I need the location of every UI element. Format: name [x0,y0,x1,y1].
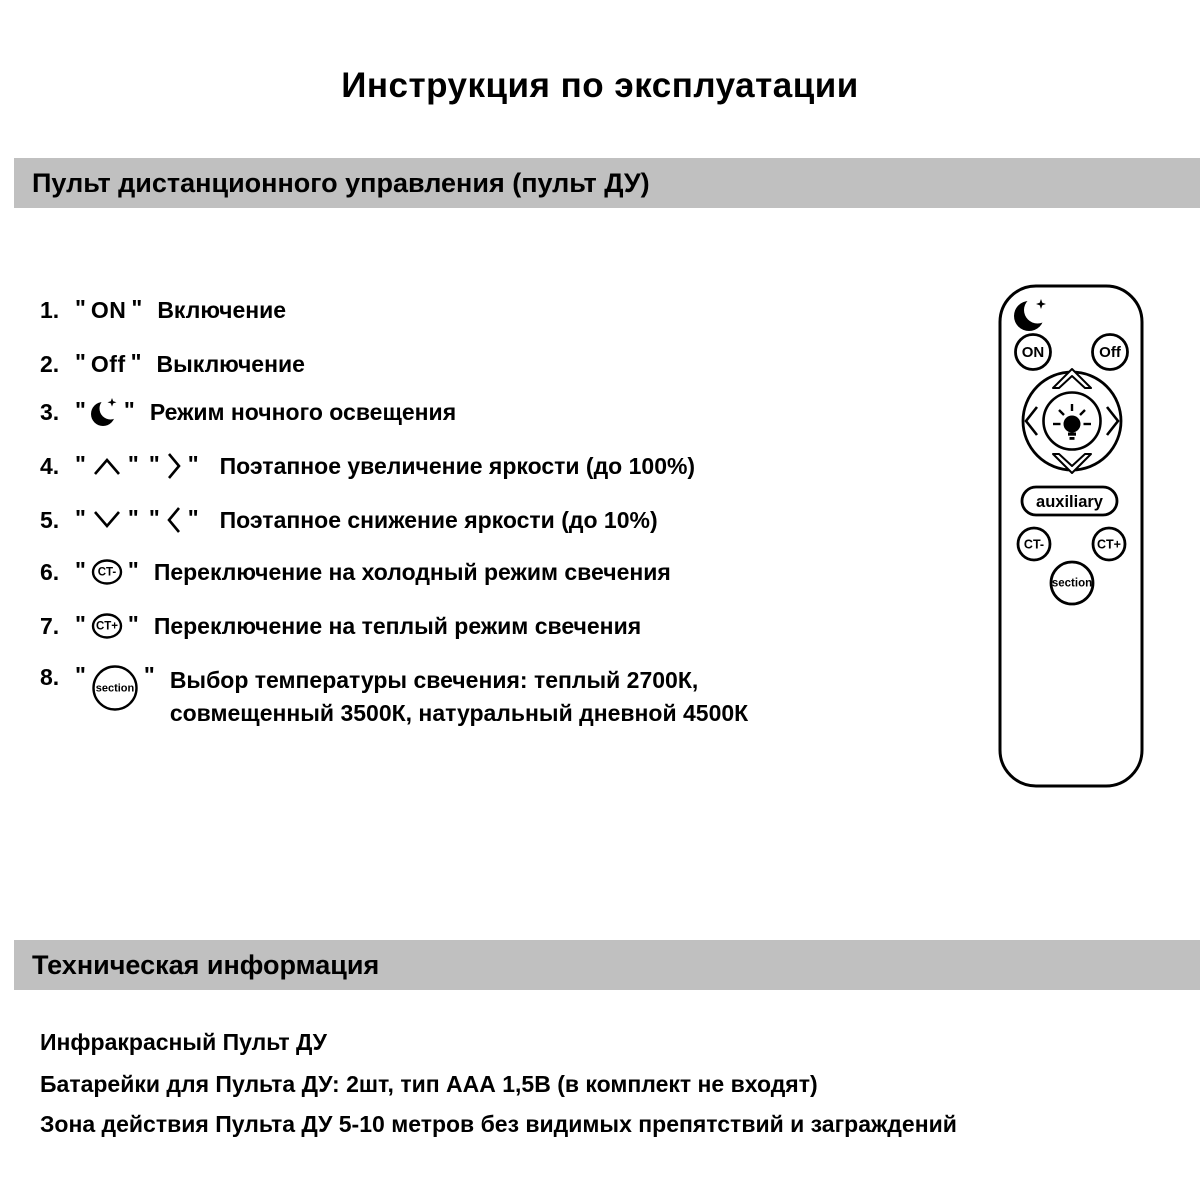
chevron-right-icon [165,450,183,482]
item-description: Режим ночного освещения [149,398,457,425]
item-description: Поэтапное снижение яркости (до 10%) [219,506,658,533]
tech-info-line-3: Зона действия Пульта ДУ 5-10 метров без видимых препятствий и заграждений [40,1111,957,1137]
item-number: 7. [40,612,60,639]
quote-mark: " [75,396,86,423]
quote-mark: " [75,450,86,477]
tech-info-line-1: Инфракрасный Пульт ДУ [40,1029,327,1055]
instruction-item-2 [40,348,305,380]
item-number: 3. [40,398,60,425]
item-description: Переключение на теплый режим свечения [153,612,642,639]
quote-mark: " [75,294,86,321]
on-label: ON [90,296,127,323]
quote-mark: " [148,504,160,531]
quote-mark: " [123,396,135,423]
quote-mark: " [143,662,155,688]
item-description-line1: Выбор температуры свечения: теплый 2700К, [169,667,699,693]
quote-mark: " [75,348,86,375]
page-title: Инструкция по эксплуатации [341,66,859,105]
quote-mark: " [130,348,142,375]
instruction-item-6 [40,556,671,588]
quote-mark: " [187,504,199,531]
section-badge-icon [91,664,139,712]
svg-text:CT+: CT+ [1097,537,1121,552]
item-number: 8. [40,664,60,690]
quote-mark: " [127,556,139,583]
quote-mark: " [131,294,143,321]
quote-mark: " [75,556,86,583]
quote-mark: " [187,450,199,477]
quote-mark: " [75,610,86,637]
ct-plus-badge-icon [91,613,123,639]
item-description: Переключение на холодный режим свечения [153,558,671,585]
svg-text:section: section [1051,577,1093,590]
remote-illustration [997,283,1147,789]
quote-mark: " [127,610,139,637]
item-number: 2. [40,350,60,377]
instruction-item-1 [40,294,286,326]
quote-mark: " [75,504,86,531]
section-heading-remote: Пульт дистанционного управления (пульт ДУ) [14,158,1200,208]
instruction-item-4 [40,450,695,482]
item-number: 6. [40,558,60,585]
svg-text:CT-: CT- [97,566,117,579]
item-description-line2: совмещенный 3500К, натуральный дневной 4500К [169,700,749,726]
item-description: Поэтапное увеличение яркости (до 100%) [219,452,696,479]
item-number: 1. [40,296,60,323]
item-description [170,664,748,730]
svg-text:section: section [95,682,135,695]
svg-text:Off: Off [1099,344,1121,361]
chevron-left-icon [165,504,183,536]
quote-mark: " [148,450,160,477]
quote-mark: " [75,662,86,688]
chevron-down-icon [91,508,123,532]
quote-mark: " [127,450,139,477]
svg-text:CT-: CT- [1023,537,1045,552]
ct-minus-badge-icon [91,559,123,585]
night-mode-moon-icon [91,397,119,427]
svg-text:ON: ON [1021,344,1045,361]
instruction-item-3 [40,394,456,430]
off-label: Off [90,350,126,377]
chevron-up-icon [91,454,123,478]
item-description: Выключение [156,350,305,377]
instruction-item-7 [40,610,641,642]
instruction-item-8 [40,664,748,730]
tech-info-line-2: Батарейки для Пульта ДУ: 2шт, тип ААА 1,5В (в комплект не входят) [40,1071,818,1097]
item-number: 4. [40,452,60,479]
section-heading-tech: Техническая информация [14,940,1200,990]
quote-mark: " [127,504,139,531]
instruction-item-5 [40,504,658,536]
svg-text:CT+: CT+ [95,620,118,633]
item-number: 5. [40,506,60,533]
svg-text:auxiliary: auxiliary [1036,492,1103,511]
item-description: Включение [157,296,287,323]
